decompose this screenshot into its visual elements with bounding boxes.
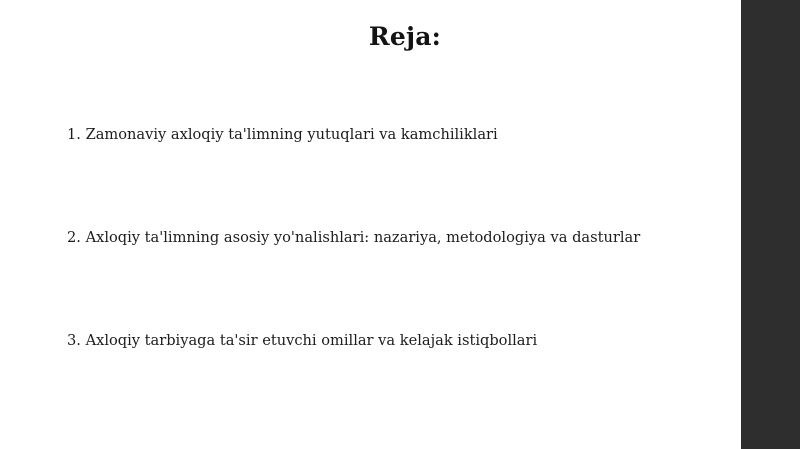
side-panel	[741, 0, 800, 449]
plan-item-3: 3. Axloqiy tarbiyaga ta'sir etuvchi omillar va kelajak istiqbollari	[67, 332, 538, 349]
slide-title: Reja:	[368, 22, 442, 51]
plan-item-2: 2. Axloqiy ta'limning asosiy yo'nalishlari: nazariya, metodologiya va dasturlar	[67, 229, 641, 246]
plan-item-1: 1. Zamonaviy axloqiy ta'limning yutuqlari va kamchiliklari	[67, 126, 498, 143]
